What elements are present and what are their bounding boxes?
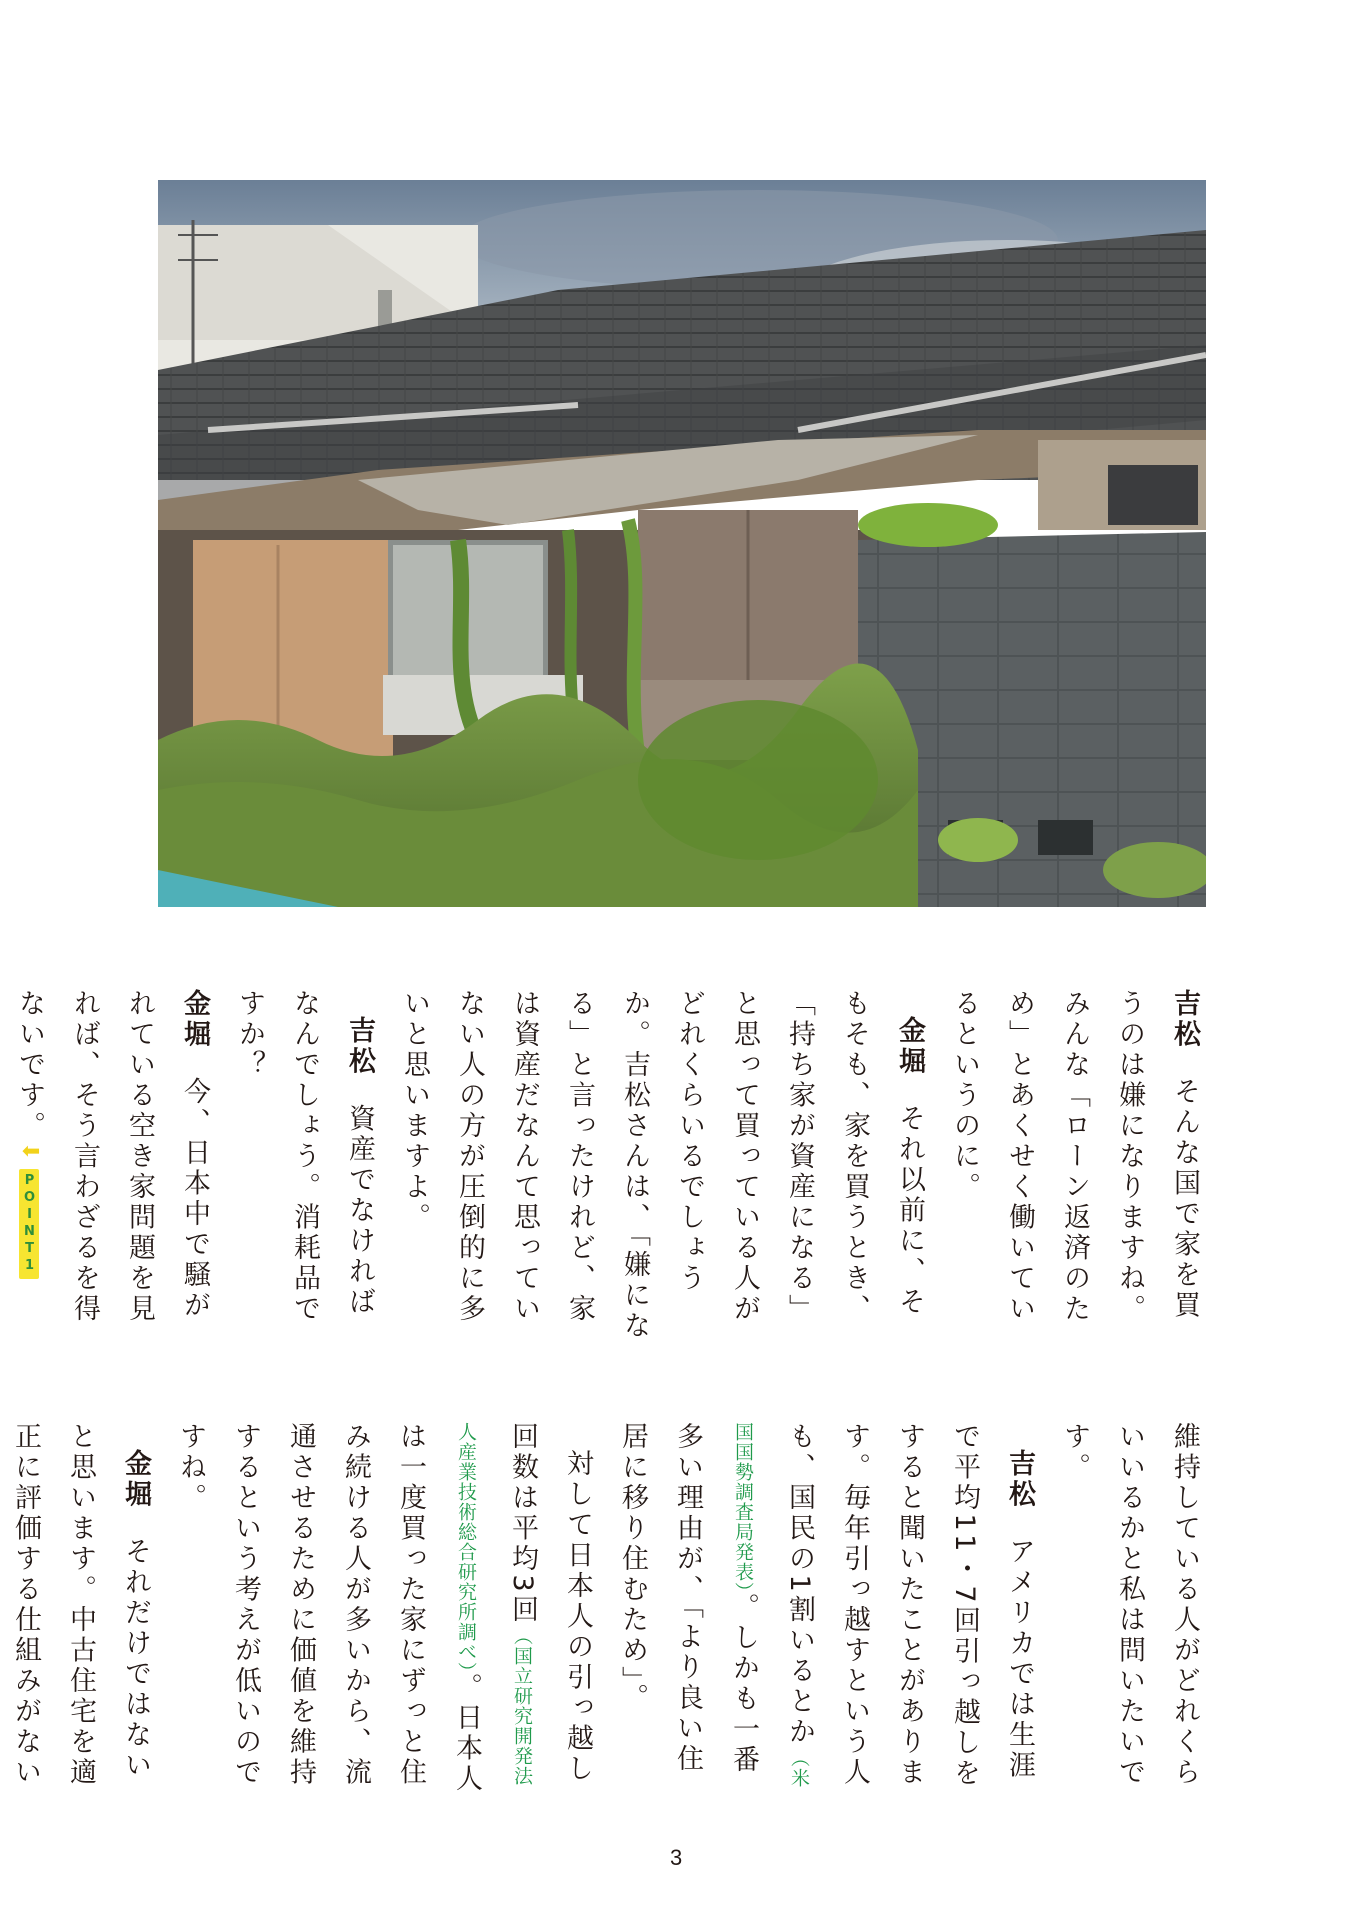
paragraph-text: 対して日本人の引っ越し回数は平均3回	[507, 1422, 593, 1785]
paragraph	[605, 1422, 1047, 1799]
house-photo	[158, 180, 1206, 907]
paragraph	[0, 1422, 163, 1799]
speaker-name: 金堀	[894, 1016, 925, 1077]
source-citation: （米国国勢調査局発表）	[732, 1422, 810, 1788]
paragraph-text: そんな国で家を買うのは嫌になりますね。みんな「ローン返済のため」とあくせく働いているというのに。	[949, 989, 1200, 1325]
paragraph	[163, 1422, 605, 1799]
arrow-down-icon: ⬇	[17, 1141, 42, 1164]
paragraph-text: 資産でなければなんでしょう。消耗品ですか？	[234, 989, 375, 1325]
paragraph-text: それだけではないと思います。中古住宅を適正に評価する仕組みがない	[10, 1422, 151, 1788]
paragraph-text: アメリカでは生涯で平均11・7回引っ越しをすると聞いたことがあります。毎年引っ越すという人も、国民の1割いるとか	[784, 1422, 1035, 1790]
paragraph-text: 維持している人がどれくらいいるかと私は問いたいです。	[1059, 1422, 1200, 1788]
speaker-name: 金堀	[120, 1449, 151, 1510]
speaker-name: 吉松	[1169, 989, 1200, 1050]
article-column-bottom	[0, 1422, 1212, 1799]
point-badge: POINT1	[19, 1169, 39, 1279]
speaker-name: 金堀	[179, 989, 210, 1050]
page-number: 3	[670, 1845, 683, 1870]
paragraph-text: それ以前に、そもそも、家を買うとき、「持ち家が資産になる」と思って買っている人がどれくらいるでしょうか。吉松さんは、「嫌になる」と言ったけれど、家は資産だなんて思っていない人の方が圧倒的に多いと思いますよ。	[399, 989, 925, 1342]
paragraph	[222, 989, 387, 1343]
paragraph	[387, 989, 937, 1343]
paragraph-text: 。日本人は一度買った家にずっと住み続ける人が多いから、流通させるために価値を維持するという考えが低いのですね。	[175, 1422, 482, 1795]
article-column-top	[0, 989, 1212, 1343]
paragraph-text: 。しかも一番多い理由が、「より良い住居に移り住むため」。	[617, 1422, 759, 1776]
paragraph	[1047, 1422, 1212, 1799]
paragraph	[2, 989, 222, 1343]
speaker-name: 吉松	[344, 1016, 375, 1077]
paragraph	[937, 989, 1212, 1343]
paragraph	[0, 989, 2, 1343]
source-citation: （国立研究開発法人産業技術総合研究所調べ）	[455, 1422, 533, 1786]
paragraph-text: 今、日本中で騒がれている空き家問題を見れば、そう言わざるを得ないです。	[14, 989, 210, 1325]
speaker-name: 吉松	[1004, 1449, 1035, 1510]
